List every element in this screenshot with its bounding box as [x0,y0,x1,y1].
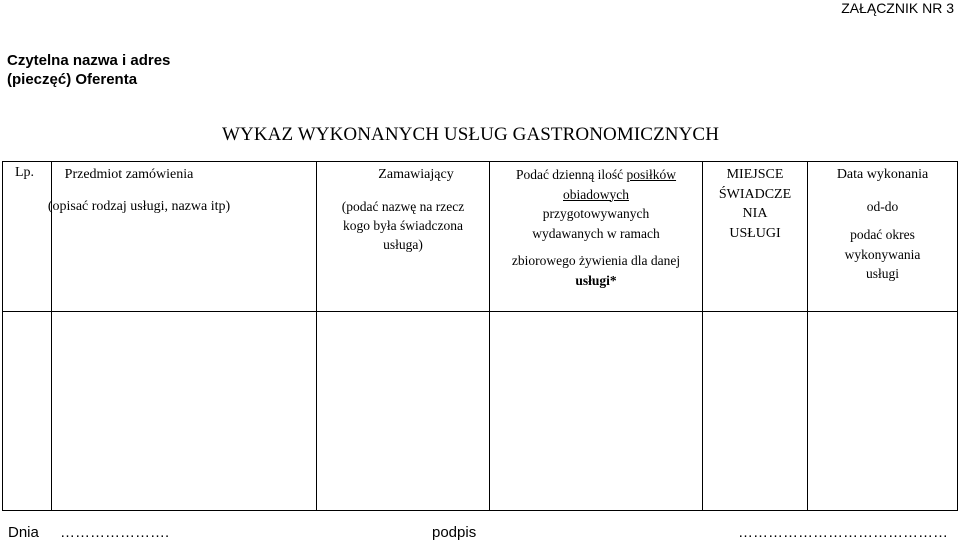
header-client-title: Zamawiający [378,167,454,182]
bidder-label-line1: Czytelna nazwa i adres [7,52,171,69]
header-lp: Lp. [3,162,52,312]
header-daily-meals [490,162,703,312]
bidder-label-line2: (pieczęć) Oferenta [7,71,138,88]
header-daily-line3: przygotowywanych [542,206,650,221]
header-daily-line1-underlined: posiłków [626,167,677,182]
signature-dots-field[interactable]: …………………………………… [738,524,948,541]
signature-footer [0,524,960,543]
header-place-line4: USŁUGI [729,225,781,241]
entry-daily-meals-cell[interactable] [490,312,703,511]
header-client [317,162,490,312]
header-daily-line1-text: Podać dzienną ilość [515,167,627,182]
header-date [808,162,958,312]
header-date-line2: od-do [866,199,899,214]
bidder-stamp-area [7,51,170,89]
header-date-line5: usługi [865,266,899,281]
header-date-line4: wykonywania [844,246,921,262]
services-table [2,161,958,511]
entry-lp-cell[interactable] [3,312,52,511]
entry-date-cell[interactable] [808,312,958,511]
header-place-line3: NIA [742,206,768,221]
header-daily-line6: usługi* [575,272,617,288]
header-daily-line5: zbiorowego żywienia dla danej [511,253,681,268]
header-subject-title: Przedmiot zamówienia [64,167,194,182]
entry-client-cell[interactable] [317,312,490,511]
header-place [703,162,808,312]
header-subject [47,162,317,312]
header-place-line1: MIEJSCE [726,167,784,182]
document-title: WYKAZ WYKONANYCH USŁUG GASTRONOMICZNYCH [222,124,720,145]
header-daily-line2: obiadowych [563,186,629,202]
entry-place-cell[interactable] [703,312,808,511]
header-client-note3: usługa) [383,237,423,252]
header-client-note2: kogo była świadczona [343,218,463,233]
table-header-row [3,162,958,312]
annex-label: ZAŁĄCZNIK NR 3 [841,0,954,16]
entry-subject-cell[interactable] [52,312,317,511]
header-place-line2: ŚWIADCZE [718,186,792,202]
date-label: Dnia [8,524,39,541]
header-daily-line4: wydawanych w ramach [532,225,660,241]
header-date-title: Data wykonania [836,167,929,182]
header-daily-line1 [490,165,702,185]
signature-label: podpis [432,524,477,541]
date-dots-field[interactable]: …………………. [60,524,170,541]
table-entry-row [3,312,958,511]
header-date-line3: podać okres [850,227,915,242]
header-client-note1: (podać nazwę na rzecz [341,199,465,214]
header-subject-note: (opisać rodzaj usługi, nazwa itp) [47,199,231,214]
